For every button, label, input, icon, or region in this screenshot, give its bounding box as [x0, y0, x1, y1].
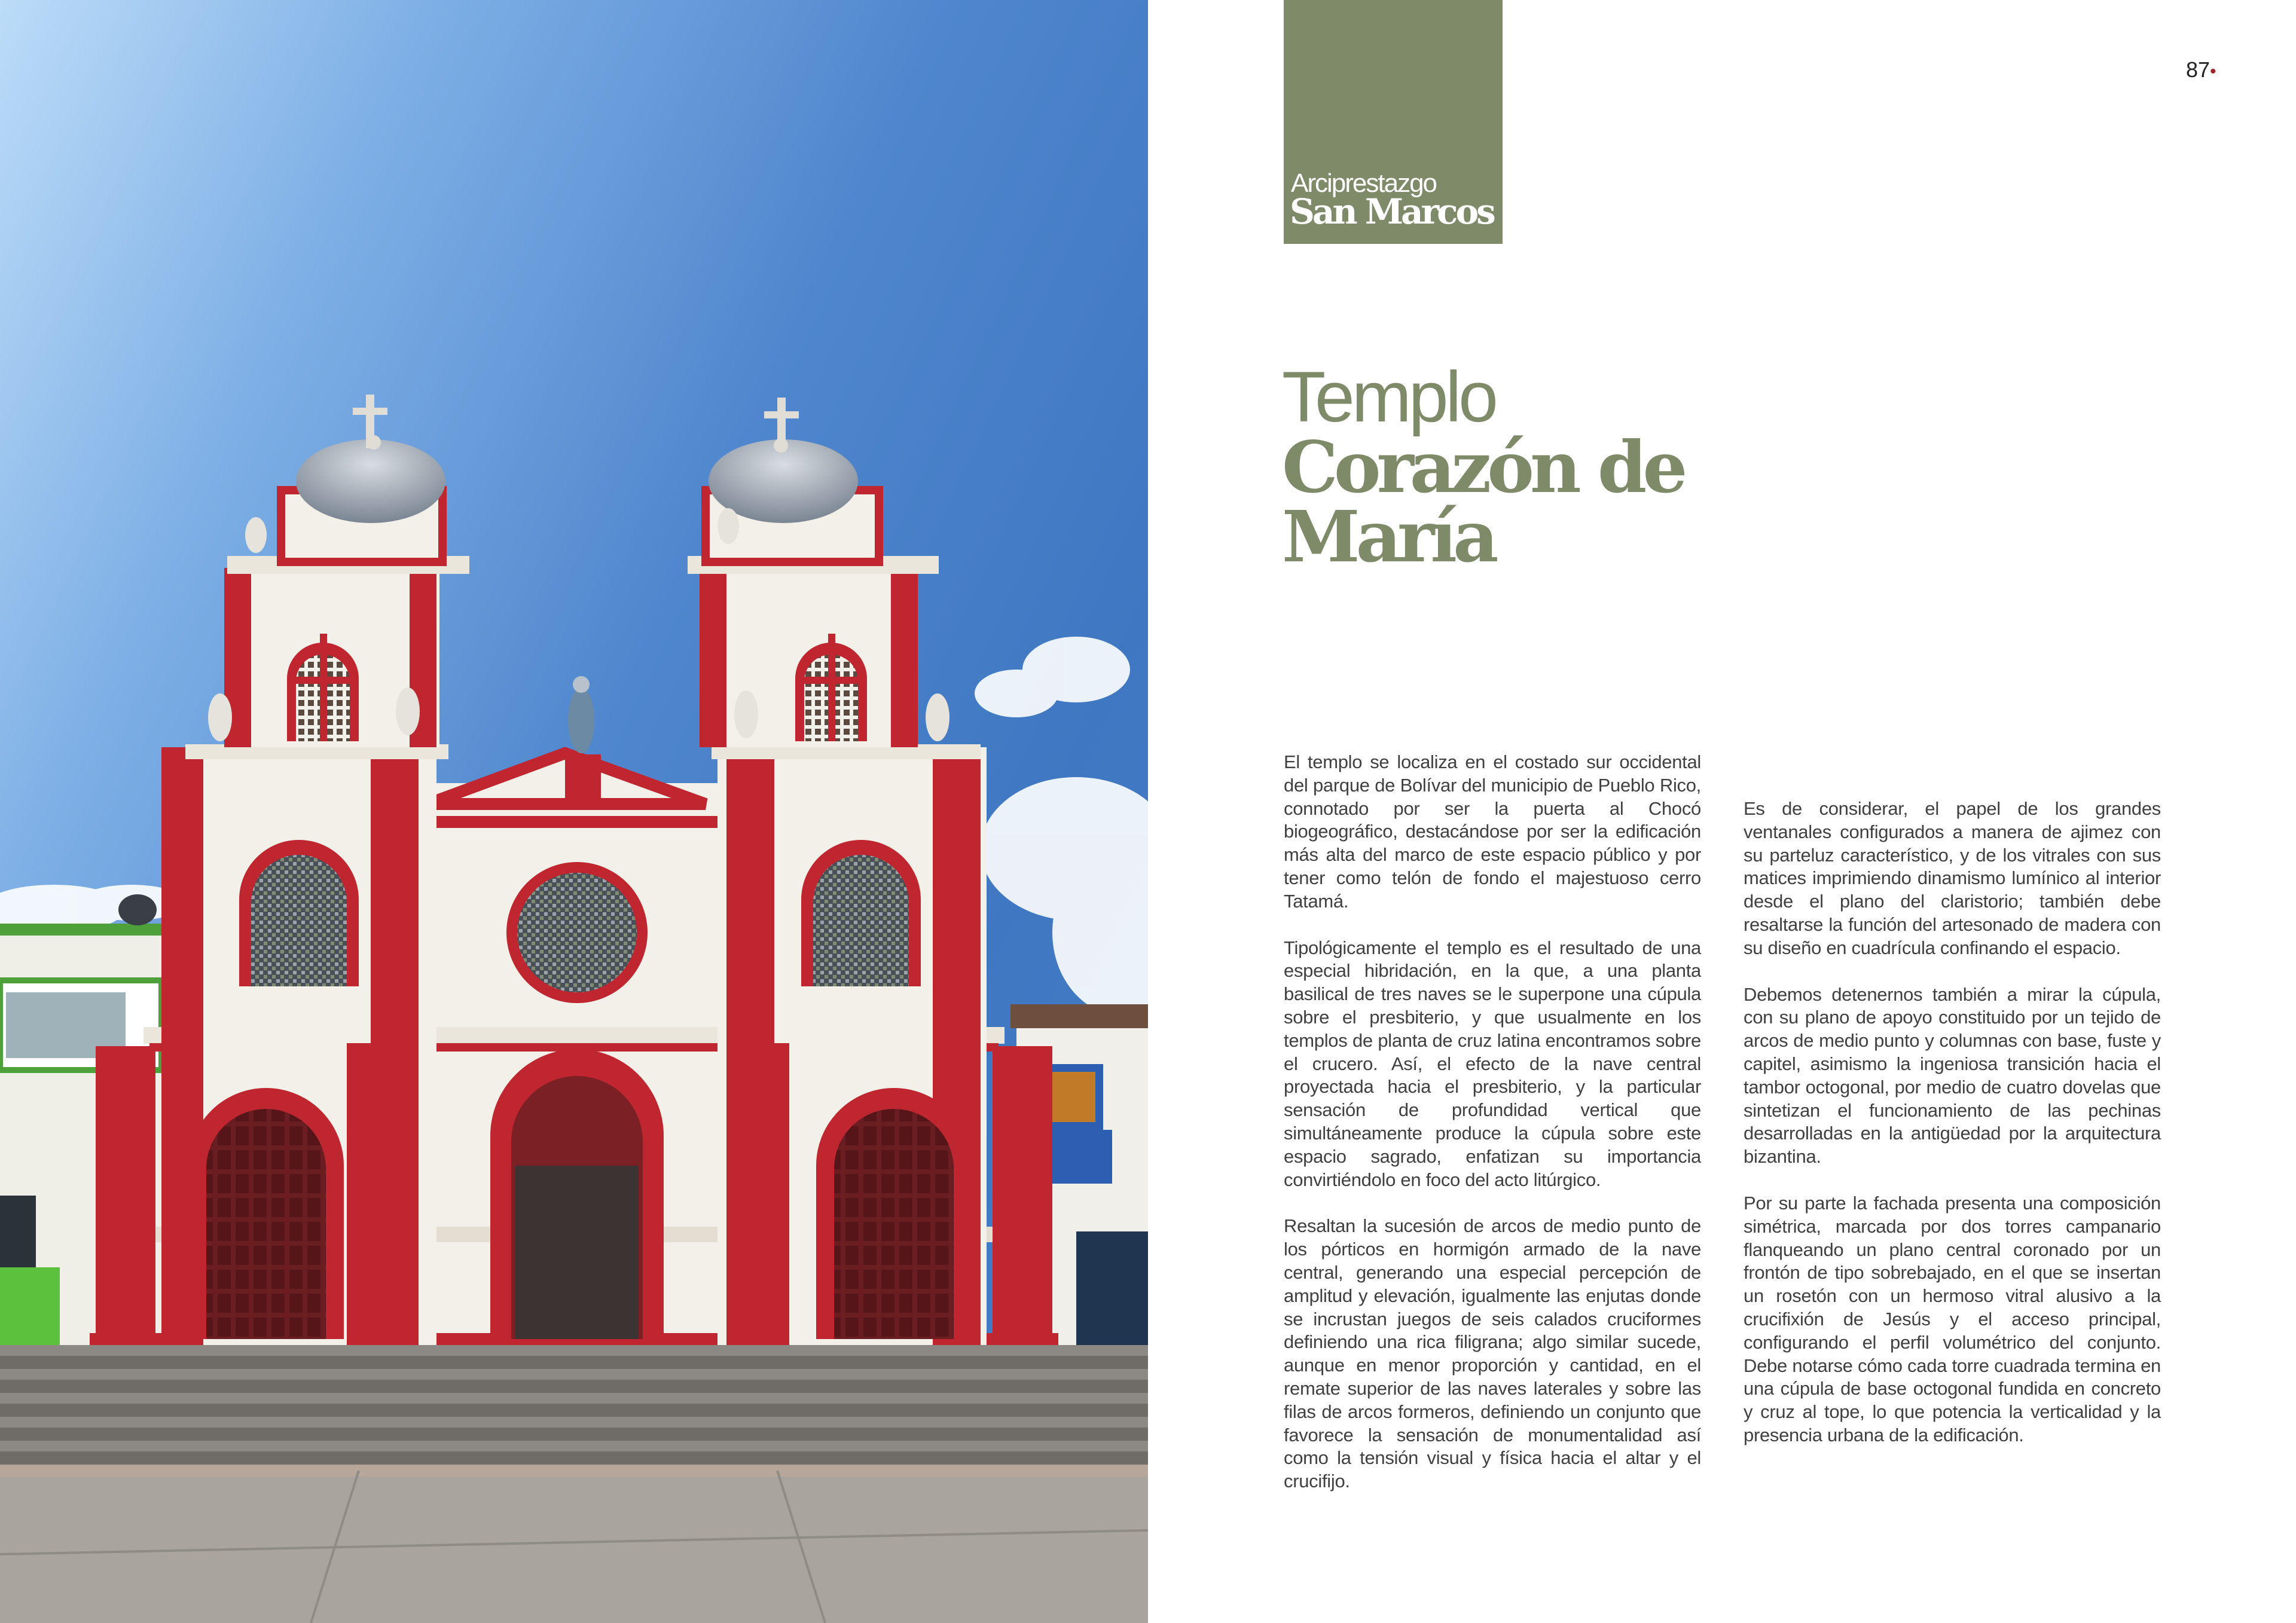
paragraph: Debemos detenernos también a mirar la cúpula, con su plano de apoyo constituido por un tejido de arcos de medio punto y columnas con base, fuste y capitel, asimismo la ingeniosa transición hacia el tambor octogonal, por medio de cuatro dovelas que sintetizan el funcionamiento de las pechinas desarrolladas en la antigüedad por la arquitectura bizantina. [1744, 983, 2161, 1167]
page-number [2186, 57, 2216, 82]
stairs [0, 1345, 1148, 1623]
text-column-right [1744, 797, 2161, 1471]
title-line-2: Corazón de [1282, 426, 1684, 509]
paragraph: Tipológicamente el templo es el resultado de una especial hibridación, en la que, a una planta basilical de tres naves se le superpone una cúpula sobre el presbiterio, y que usualmente en los templos de planta de cruz latina encontramos sobre el crucero. Así, el efecto de la nave central proyectada hacia el presbiterio, y la particular sensación de profundidad vertical que simultáneamente produce la cúpula sobre este espacio sagrado, enfatizan su importancia convirtiéndolo en foco del acto litúrgico. [1284, 937, 1701, 1190]
page-title [1282, 357, 1684, 578]
paragraph: Por su parte la fachada presenta una composición simétrica, marcada por dos torres campanario flanqueando un plano central coronado por un frontón de tipo sobrebajado, en el que se insertan un rosetón con un hermoso vitral alusivo a la crucifixión de Jesús y el acceso principal, configurando el perfil volumétrico del conjunto. Debe notarse cómo cada torre cuadrada termina en una cúpula de base octogonal fundida en concreto y cruz al tope, lo que potencia la verticalidad y la presencia urbana de la edificación. [1744, 1192, 2161, 1445]
section-badge [1284, 0, 1503, 244]
page-number-value: 87 [2186, 57, 2210, 82]
section-badge-subtitle: Arciprestazgo [1291, 169, 1437, 198]
paragraph: Resaltan la sucesión de arcos de medio punto de los pórticos en hormigón armado de la nave central, generando una especial percepción de amplitud y elevación, igualmente las enjutas donde se incrustan juegos de seis calados cruciformes definiendo una rica filigrana; algo similar sucede, aunque en menor proporción y cantidad, en el remate superior de las naves laterales y sobre las filas de arcos formeros, definiendo un conjunto que favorece la sensación de monumentalidad así como la tensión visual y física hacia el altar y el crucifijo. [1284, 1215, 1701, 1492]
title-line-1: Templo [1282, 357, 1495, 437]
paragraph: Es de considerar, el papel de los grandes ventanales configurados a manera de ajimez con su parteluz característico, y de los vitrales con sus matices imprimiendo dinamismo lumínico al interior desde el plano del claristorio; también debe resaltarse la función del artesonado de madera con su diseño en cuadrícula confinando el espacio. [1744, 798, 2161, 958]
church [90, 395, 1058, 1346]
text-column-left [1284, 751, 1701, 1517]
paragraph: El templo se localiza en el costado sur occidental del parque de Bolívar del municipio de Pueblo Rico, connotado por ser la puerta al Chocó biogeográfico, destacándose por ser la edificación más alta del marco de este espacio público y por tener como telón de fondo el majestuoso cerro Tatamá. [1284, 751, 1701, 912]
page-number-dot-icon: • [2210, 62, 2216, 81]
section-badge-title: San Marcos [1290, 191, 1494, 232]
title-line-3: María [1282, 495, 1495, 578]
